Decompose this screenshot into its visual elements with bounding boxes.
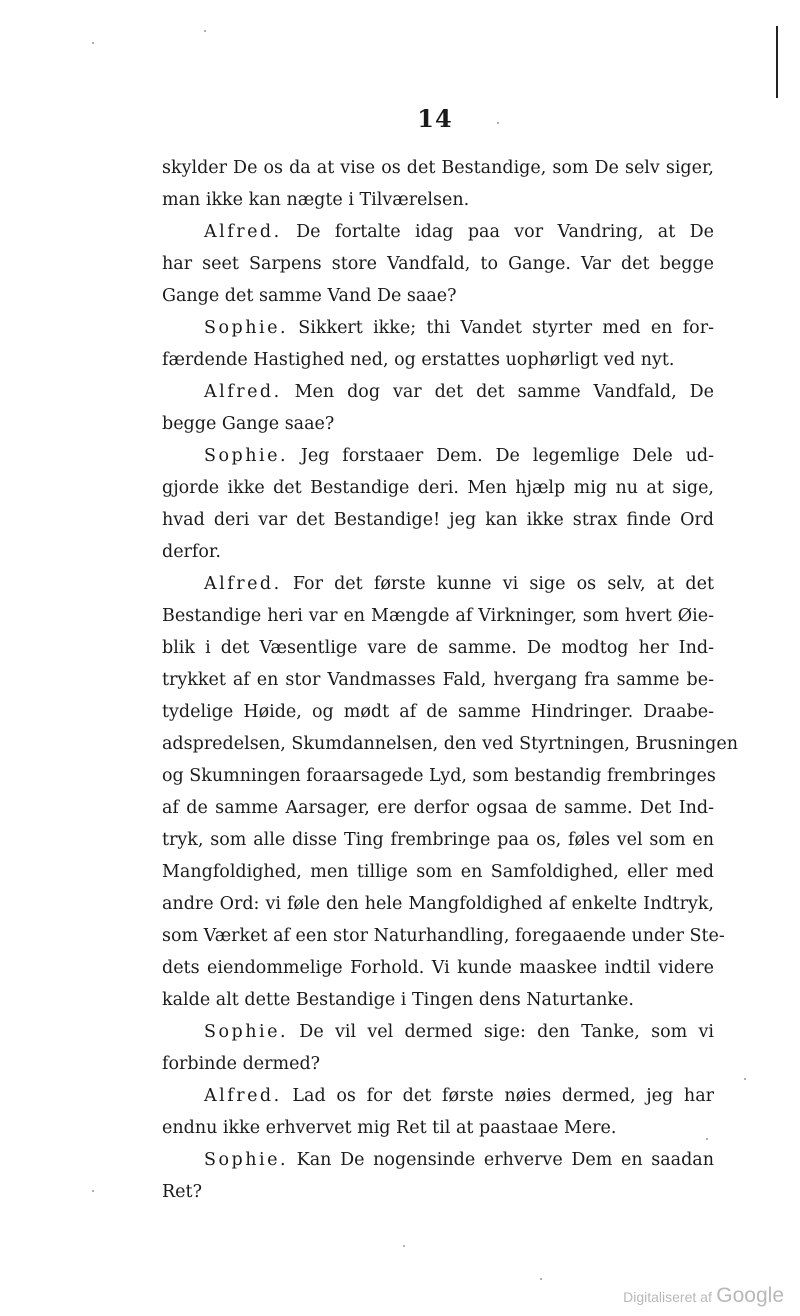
digitization-watermark: [623, 1284, 784, 1308]
text-line: [162, 248, 714, 280]
line-text: kalde alt dette Bestandige i Tingen dens Naturtanke.: [162, 990, 634, 1010]
paper-speck: [92, 1190, 94, 1192]
text-line: [162, 632, 714, 664]
paper-speck: [540, 1278, 542, 1280]
text-line: [162, 152, 714, 184]
paper-speck: [92, 42, 94, 44]
line-text: Men dog var det det samme Vandfald, De: [281, 382, 714, 402]
text-line: [162, 312, 714, 344]
speaker-name: Sophie.: [204, 446, 289, 466]
text-line: [162, 280, 714, 312]
text-line: [162, 696, 714, 728]
paper-speck: [744, 1078, 746, 1080]
text-line: [162, 792, 714, 824]
line-text: De fortalte idag paa vor Vandring, at De: [281, 222, 714, 242]
line-text: andre Ord: vi føle den hele Mangfoldighed af enkelte Indtryk,: [162, 894, 714, 914]
google-logo: Google: [716, 1284, 784, 1307]
line-text: begge Gange saae?: [162, 414, 335, 434]
line-text: dets eiendommelige Forhold. Vi kunde maaskee indtil videre: [162, 958, 714, 978]
text-line: [162, 1080, 714, 1112]
line-text: trykket af en stor Vandmasses Fald, hvergang fra samme be-: [162, 670, 714, 690]
line-text: hvad deri var det Bestandige! jeg kan ikke strax finde Ord: [162, 510, 714, 530]
line-text: af de samme Aarsager, ere derfor ogsaa de samme. Det Ind-: [162, 798, 714, 818]
text-line: [162, 1048, 714, 1080]
line-text: Bestandige heri var en Mængde af Virkninger, som hvert Øie-: [162, 606, 714, 626]
edge-rule: [776, 26, 778, 98]
line-text: man ikke kan nægte i Tilværelsen.: [162, 190, 470, 210]
text-line: [162, 440, 714, 472]
line-text: blik i det Væsentlige vare de samme. De modtog her Ind-: [162, 638, 714, 658]
text-line: [162, 472, 714, 504]
speaker-name: Alfred.: [204, 382, 282, 402]
text-line: [162, 568, 714, 600]
text-line: [162, 536, 714, 568]
text-line: [162, 952, 714, 984]
line-text: som Værket af een stor Naturhandling, foregaaende under Ste-: [162, 926, 725, 946]
line-text: adspredelsen, Skumdannelsen, den ved Styrtningen, Brusningen: [162, 734, 738, 754]
line-text: Kan De nogensinde erhverve Dem en saadan: [288, 1150, 714, 1170]
line-text: De vil vel dermed sige: den Tanke, som vi: [288, 1022, 714, 1042]
text-line: [162, 824, 714, 856]
text-line: [162, 344, 714, 376]
text-line: [162, 728, 738, 760]
line-text: derfor.: [162, 542, 221, 562]
speaker-name: Sophie.: [204, 318, 289, 338]
paper-speck: [403, 1245, 405, 1247]
text-line: [162, 216, 714, 248]
line-text: Mangfoldighed, men tillige som en Samfoldighed, eller med: [162, 862, 714, 882]
speaker-name: Sophie.: [204, 1150, 289, 1170]
paper-speck: [204, 30, 206, 32]
text-line: [162, 408, 714, 440]
line-text: gjorde ikke det Bestandige deri. Men hjælp mig nu at sige,: [162, 478, 714, 498]
text-line: [162, 664, 714, 696]
text-line: [162, 1016, 714, 1048]
watermark-prefix: Digitaliseret af: [623, 1289, 712, 1305]
line-text: skylder De os da at vise os det Bestandige, som De selv siger,: [162, 158, 714, 178]
speaker-name: Alfred.: [204, 1086, 282, 1106]
text-line: [162, 760, 714, 792]
text-line: [162, 1144, 714, 1176]
speaker-name: Sophie.: [204, 1022, 289, 1042]
line-text: Ret?: [162, 1182, 202, 1202]
text-line: [162, 984, 714, 1016]
text-line: [162, 376, 714, 408]
speaker-name: Alfred.: [204, 574, 282, 594]
text-line: [162, 504, 714, 536]
line-text: Jeg forstaaer Dem. De legemlige Dele ud-: [288, 446, 714, 466]
line-text: tryk, som alle disse Ting frembringe paa os, føles vel som en: [162, 830, 714, 850]
text-line: [162, 888, 714, 920]
line-text: og Skumningen foraarsagede Lyd, som bestandig frembringes: [162, 766, 716, 786]
speaker-name: Alfred.: [204, 222, 282, 242]
text-line: [162, 920, 725, 952]
line-text: For det første kunne vi sige os selv, at det: [281, 574, 714, 594]
line-text: færdende Hastighed ned, og erstattes uophørligt ved nyt.: [162, 350, 675, 370]
text-line: [162, 600, 714, 632]
line-text: Sikkert ikke; thi Vandet styrter med en for-: [288, 318, 714, 338]
line-text: Lad os for det første nøies dermed, jeg har: [281, 1086, 714, 1106]
body-text: [162, 152, 738, 1208]
line-text: endnu ikke erhvervet mig Ret til at paastaae Mere.: [162, 1118, 617, 1138]
line-text: forbinde dermed?: [162, 1054, 321, 1074]
text-line: [162, 184, 714, 216]
text-line: [162, 856, 714, 888]
line-text: tydelige Høide, og mødt af de samme Hindringer. Draabe-: [162, 702, 714, 722]
line-text: har seet Sarpens store Vandfald, to Gange. Var det begge: [162, 254, 714, 274]
text-line: [162, 1112, 714, 1144]
line-text: Gange det samme Vand De saae?: [162, 286, 457, 306]
page-number: 14: [417, 104, 453, 133]
text-line: [162, 1176, 714, 1208]
